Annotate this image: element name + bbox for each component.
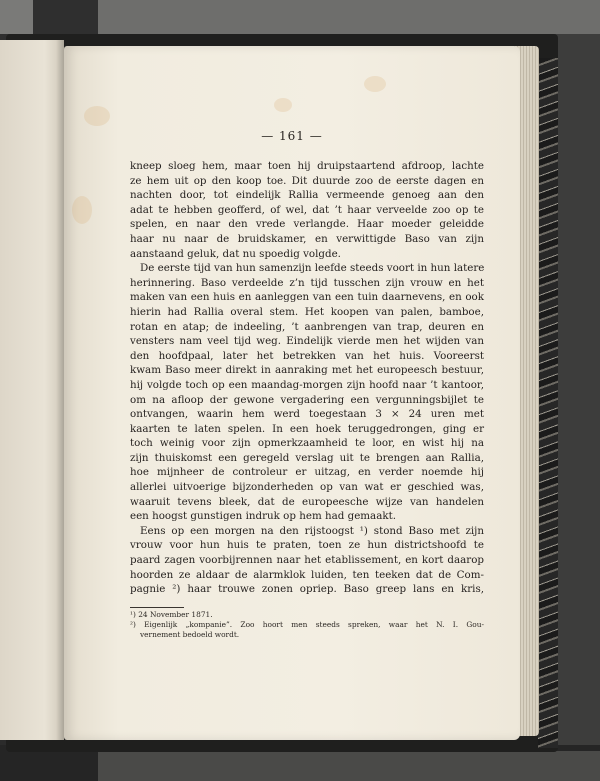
background-right (554, 34, 600, 781)
text-line: rotan en atap; de indeeling, ’t aanbrengen van trap, deuren en (130, 320, 484, 333)
text-line: Eens op een morgen na den rijstoogst ¹) stond Baso met zijn (140, 524, 484, 537)
paper-stain (274, 98, 292, 112)
text-line: nachten door, tot eindelijk Rallia vermeende genoeg aan den (130, 189, 484, 202)
text-line: ontvangen, waarin hem werd toegestaan 3 × 24 uren met (130, 408, 484, 421)
text-line: den hoofdpaal, later het betrekken van het huis. Vooreerst (130, 349, 484, 362)
text-line: kneep sloeg hem, maar toen hij druipstaartend afdroop, lachte (130, 160, 484, 172)
text-line: hierin had Rallia overal stem. Het koopen van palen, bamboe, (130, 305, 484, 318)
page-fold-shadow (56, 40, 64, 740)
paper-stain (84, 106, 110, 126)
text-line: De eerste tijd van hun samenzijn leefde steeds voort in hun latere (140, 262, 485, 275)
text-line: haar nu naar de bruidskamer, en verwittigde Baso van zijn (130, 232, 484, 245)
text-line: kaarten te laten spelen. In een hoek teruggedrongen, ging er (130, 422, 484, 435)
text-line: vensters nam veel tijd weg. Eindelijk vierde men het wijden van (130, 335, 484, 348)
text-line: toch weinig voor zijn opmerkzaamheid te loor, en wist hij na (130, 437, 484, 450)
text-line: kwam Baso meer direkt in aanraking met het europeesch bestuur, (130, 364, 484, 377)
text-line: maken van een huis en aanleggen van een tuin daarnevens, en ook (130, 291, 484, 304)
text-line: hoorden ze aldaar de alarmklok luiden, ten teeken dat de Com- (130, 568, 484, 581)
text-line: herinnering. Baso verdeelde z’n tijd tusschen zijn vrouw en het (130, 276, 484, 289)
text-line: pagnie ²) haar trouwe zonen opriep. Baso greep lans en kris, (130, 583, 484, 596)
footnote-line: ¹) 24 November 1871. (130, 610, 213, 619)
marbled-edge (538, 58, 558, 748)
footnote-rule (130, 607, 184, 608)
text-line: hoe mijnheer de controleur er uitzag, en verder noemde hij (130, 466, 484, 479)
paper-stain (72, 196, 92, 224)
background-top-right (98, 0, 600, 34)
paper-stain (364, 76, 386, 92)
page-number: — 161 — (261, 129, 323, 143)
text-line: allerlei uitvoerige bijzonderheden op van wat er geschied was, (130, 481, 484, 494)
text-line: zijn thuiskomst een geregeld verslag uit te brengen aan Rallia, (130, 451, 484, 464)
text-line: hij volgde toch op een maandag-morgen zijn hoofd naar ’t kantoor, (130, 378, 484, 391)
footnotes (130, 610, 484, 640)
text-line: ze hem uit op den koop toe. Dit duurde zoo de eerste dagen en (130, 174, 484, 187)
text-line: aanstaand geluk, dat nu spoedig volgde. (130, 247, 341, 260)
footnote-line: vernement bedoeld wordt. (140, 630, 240, 639)
text-line: om na afloop der gewone vergadering een vergunningsbijlet te (130, 393, 484, 406)
text-line: paard zagen voorbijrennen naar het etablissement, en kort daarop (130, 554, 484, 567)
left-page (0, 40, 64, 740)
text-line: spelen, en naar den vrede verlangde. Haar moeder geleidde (130, 218, 484, 231)
text-line: vrouw voor hun huis te praten, toen ze hun districtshoofd te (130, 539, 484, 552)
book-page (64, 46, 520, 740)
background-bottom-light (98, 751, 600, 781)
body-text (130, 159, 484, 597)
text-line: adat te hebben geofferd, of wel, dat ’t haar verveelde zoo op te (130, 203, 484, 216)
background-top-left (0, 0, 33, 34)
text-line: een hoogst gunstigen indruk op hem had gemaakt. (130, 510, 396, 523)
text-line: waaruit tevens bleek, dat de europeesche wijze van handelen (130, 495, 484, 508)
footnote-line: ²) Eigenlijk „kompanie”. Zoo hoort men steeds spreken, waar het N. I. Gou- (130, 620, 484, 629)
